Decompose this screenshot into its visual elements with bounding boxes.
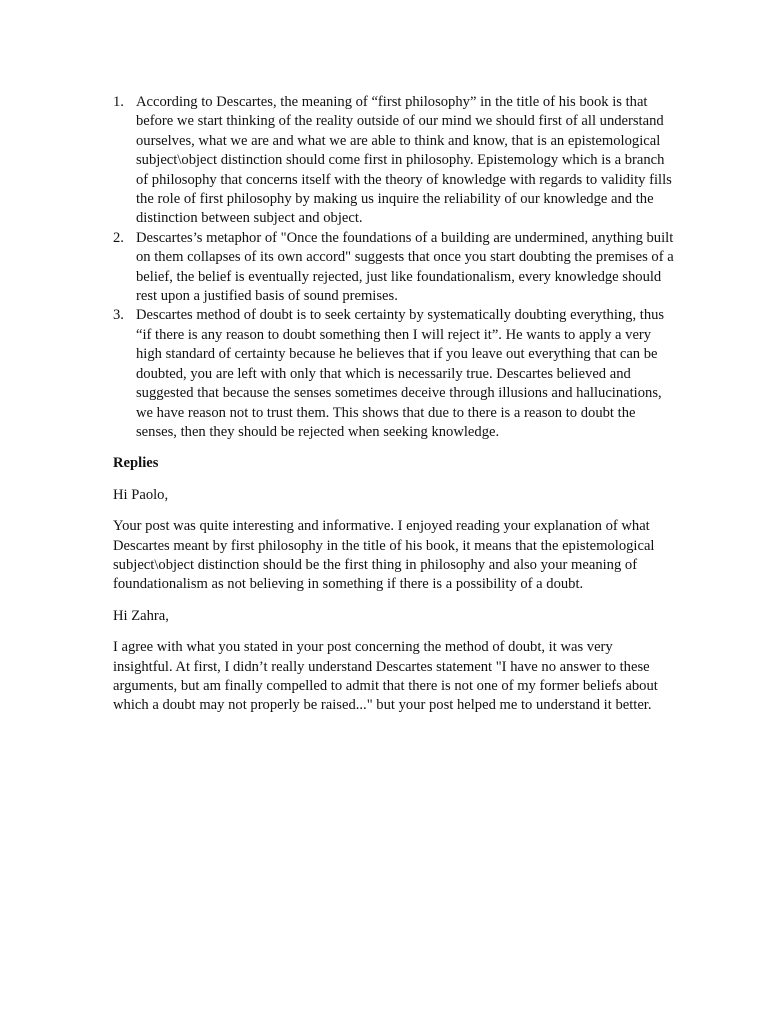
reply-greeting: Hi Paolo,	[113, 486, 169, 503]
list-item	[113, 229, 675, 307]
list-item-text: According to Descartes, the meaning of “first philosophy” in the title of his book is that before we start thinking of the reality outside of our mind we should first of all understand ourselves, what we are and what we are able to think and know, that is an epistemological subject\object distinction should come first in philosophy. Epistemology which is a branch of philosophy that concerns itself with the theory of knowledge with regards to validity fills the role of first philosophy by making us inquire the reliability of our knowledge and the distinction between subject and object.	[136, 94, 672, 227]
reply-body: Your post was quite interesting and informative. I enjoyed reading your explanation of what Descartes meant by first philosophy in the title of his book, it means that the epistemological subject\object distinction should be the first thing in philosophy and also your meaning of foundationalism as not believing in something if there is a possibility of a doubt.	[113, 518, 655, 593]
list-number: 3.	[113, 307, 124, 324]
document-content	[113, 93, 675, 716]
list-item	[113, 93, 675, 229]
reply-body: I agree with what you stated in your post concerning the method of doubt, it was very insightful. At first, I didn’t really understand Descartes statement "I have no answer to these arguments, but am finally compelled to admit that there is not one of my former beliefs about which a doubt may not properly be raised..." but your post helped me to understand it better.	[113, 639, 658, 714]
reply-greeting: Hi Zahra,	[113, 607, 169, 624]
list-item	[113, 306, 675, 442]
list-number: 2.	[113, 229, 124, 246]
list-item-text: Descartes’s metaphor of "Once the foundations of a building are undermined, anything built on them collapses of its own accord" suggests that once you start doubting the premises of a belief, the belief is eventually rejected, just like foundationalism, every knowledge should rest upon a justified basis of sound premises.	[136, 229, 674, 305]
list-number: 1.	[113, 94, 124, 110]
numbered-answer-list	[113, 93, 675, 442]
replies-heading: Replies	[113, 455, 159, 472]
list-item-text: Descartes method of doubt is to seek certainty by systematically doubting everything, thus “if there is any reason to doubt something then I will reject it”. He wants to apply a very high standard of certainty because he believes that if you leave out everything that can be doubted, you are left with only that which is necessarily true. Descartes believed and suggested that because the senses sometimes deceive through illusions and hallucinations, we have reason not to trust them. This shows that due to there is a reason to doubt the senses, then they should be rejected when seeking knowledge.	[136, 307, 665, 440]
